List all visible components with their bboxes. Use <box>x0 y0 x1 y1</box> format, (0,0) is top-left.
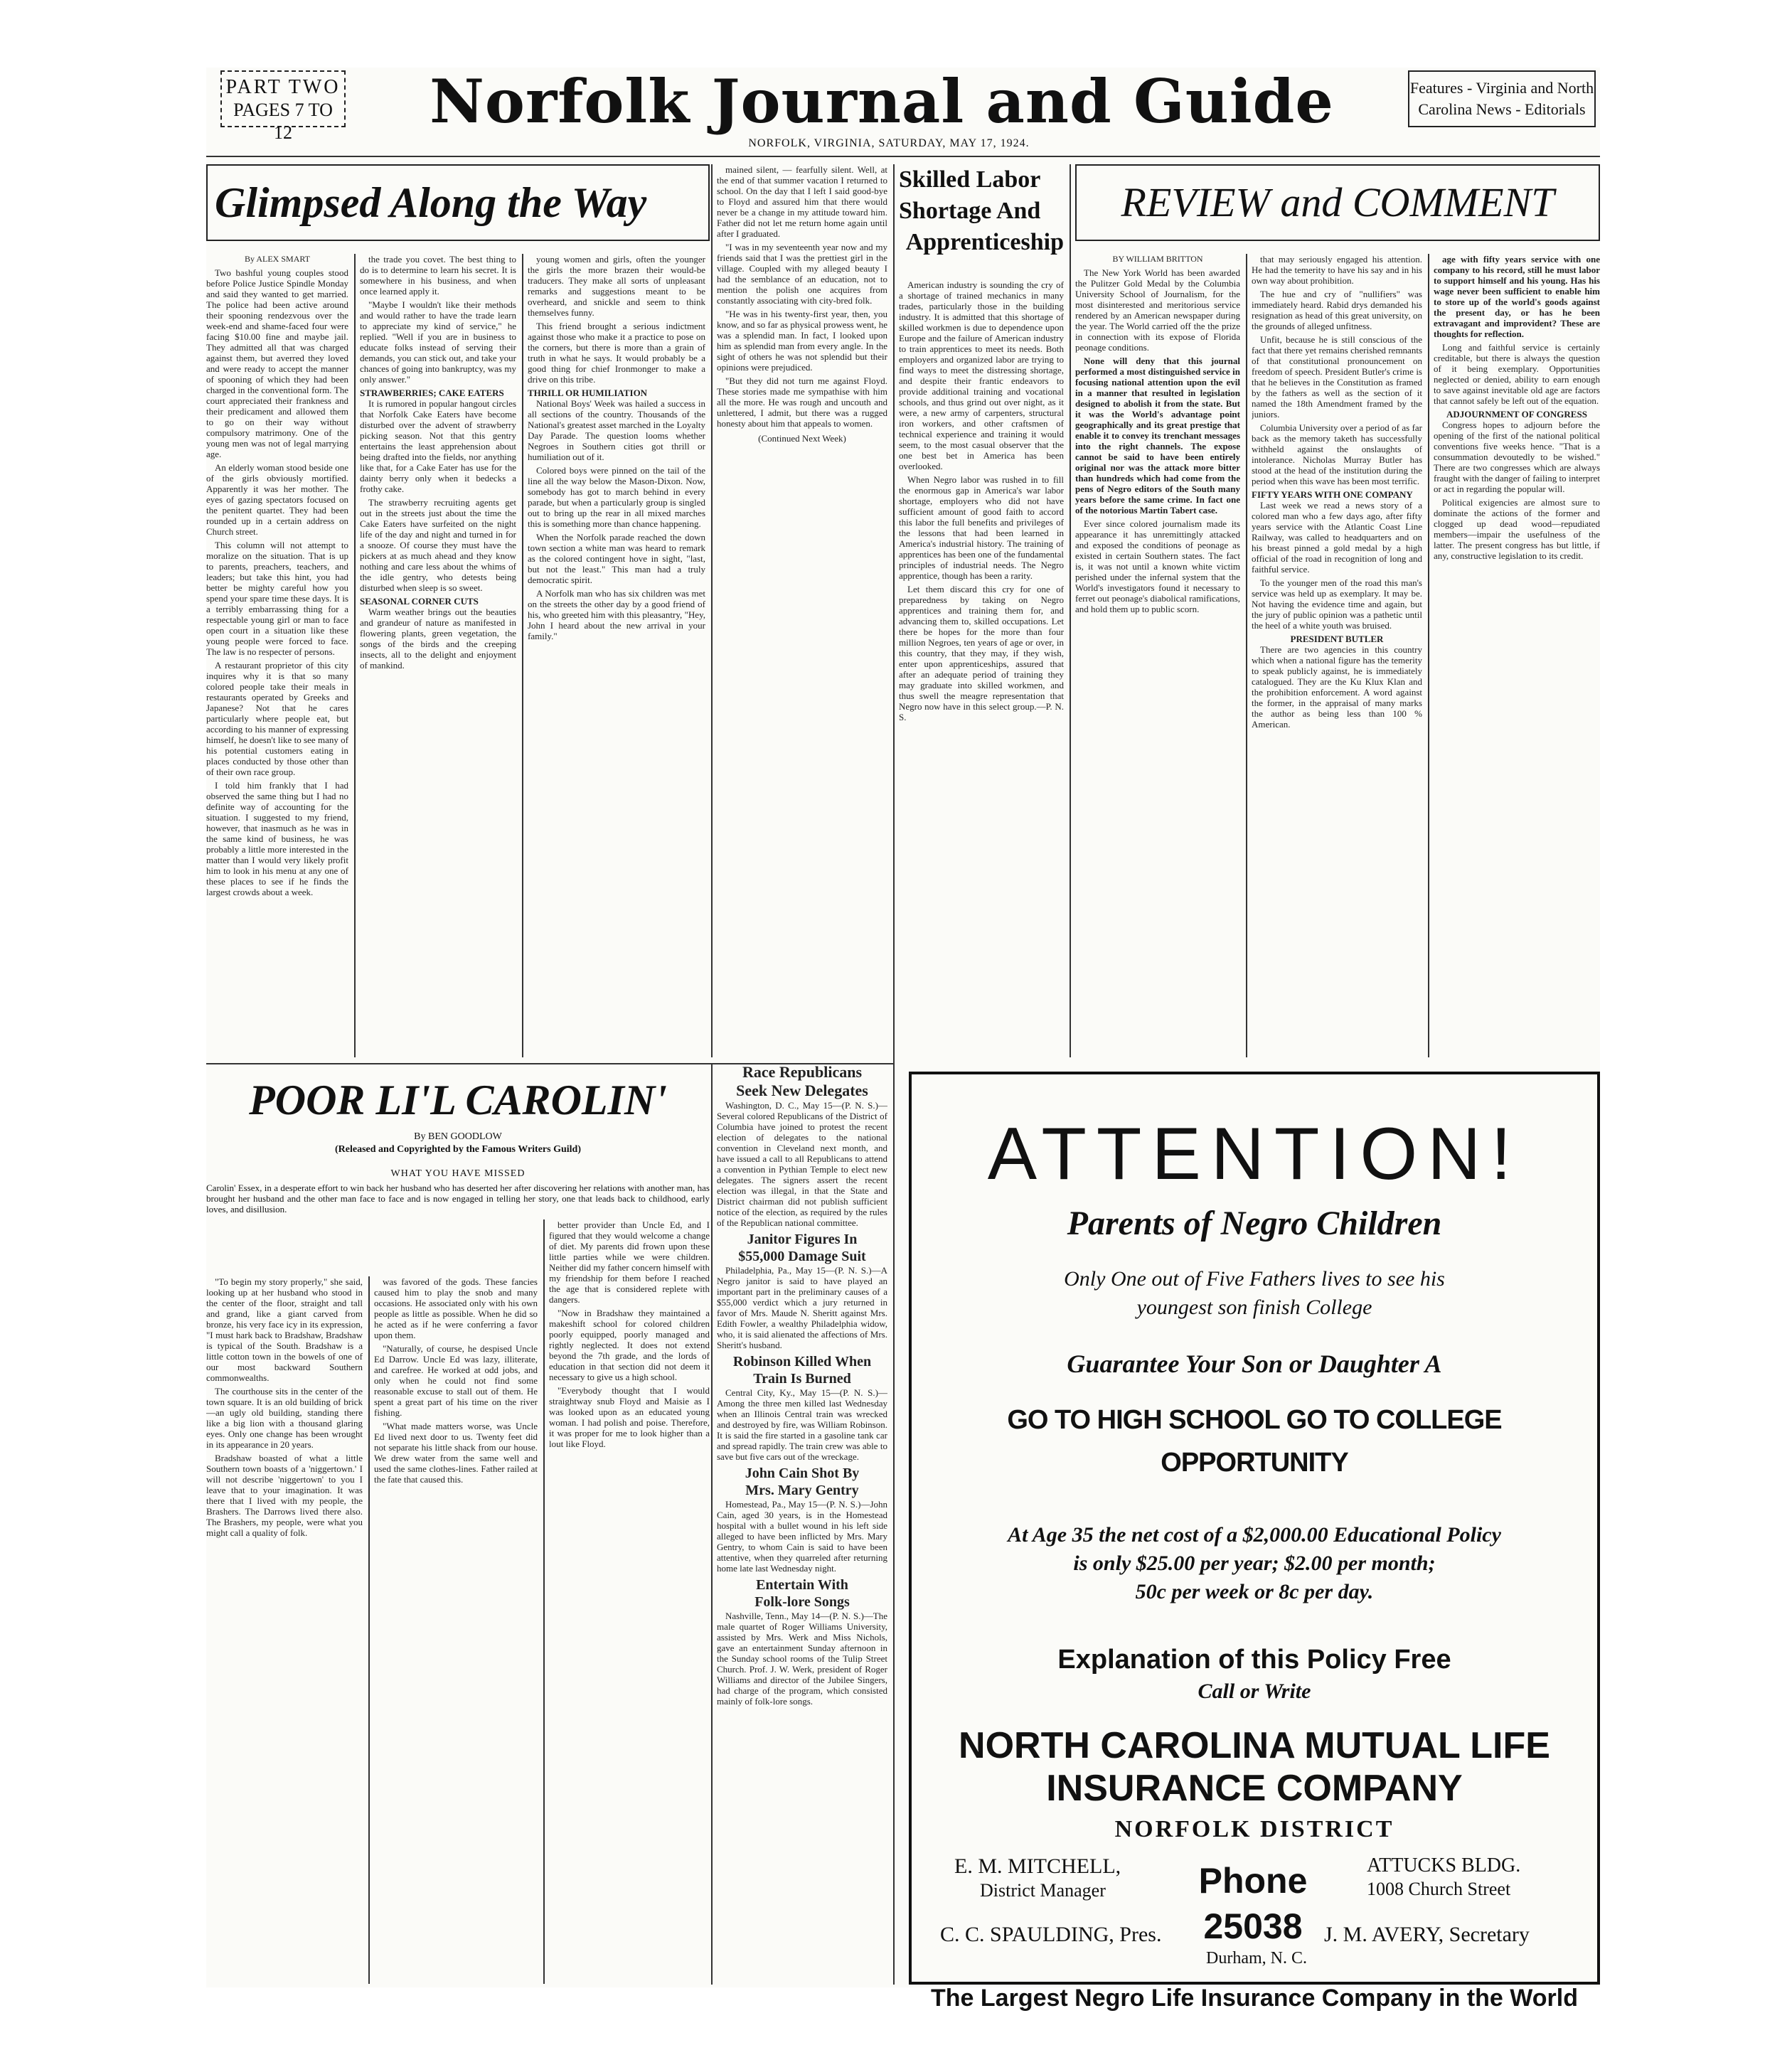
review-col-2: that may seriously engaged his attention. He had the temerity to have his say and in his own way about prohibition. The hue and cry of "nullifiers" was immediately heard. Rabid drys demanded his resignation as head of this great university, on the grounds of alleged unfitness. Unfit, because he is still conscious of the fact that there yet remains cherished remnants of that constitutional pronouncement on freedom of speech. President Butler's crime is that he believes in the Constitution as framed by the fathers as well as the section of it named the 18th Amendment framed by the juniors. Columbia University over a period of as far back as the memory taketh has successfully withheld against the onslaughts of intolerance. Nicholas Murray Butler has stood at the head of the institution during the period when this wave has been most terrific. FIFTY YEARS WITH ONE COMPANY Last week we read a news story of a colored man who a few days ago, after fifty years service with the Atlantic Coast Line Railway, was called to headquarters and on his breast pinned a gold medal by a high official of the road in recognition of long and faithful service. To the younger men of the road this man's service was held up as exemplary. It may be. Not having the evidence time and again, but the jury of public opinion was a pathetic until the heel of a white youth was bruised. PRESIDENT BUTLER There are two agencies in this country which when a national figure has the temerity to speak publicly against, he is immediately catalogued. They are the Ku Klux Klan and the prohibition enforcement. A word against the former, in the appraisal of many marks the author as being less than 100 % American. <box>1252 254 1422 730</box>
glimpsed-col-3: young women and girls, often the younger the girls the more brazen their would-be traducers. They make all sorts of unpleasant remarks and suggestions meant to be overheard, and snickle and seem to think themselves funny. This friend brought a serious indictment against those who make it a practice to pose on the corners, but there is more than a grain of truth in what he says. It would probably be a good thing for chief Ironmonger to make a drive on this tribe. THRILL OR HUMILIATION National Boys' Week was hailed a success in all sections of the country. Thousands of the National's greatest asset marched in the Loyalty Day Parade. The question looms whether Negroes in Southern cities got thrill or humiliation out of it. Colored boys were pinned on the tail of the line all the way below the Mason-Dixon. Now, somebody has got to march behind in every parade, but when a particularly group is singled out to bring up the rear in all mixed marches this is something more than chance happening. When the Norfolk parade reached the down town section a white man was heard to remark as the colored contingent hove in sight, "last, but not the least." This man had a truly democratic spirit. A Norfolk man who has six children was met on the streets the other day by a good friend of his, who greeted him with this pleasantry, "Hey, John I heard about the new arrival in your family." <box>528 254 705 641</box>
pages-label: PAGES 7 TO 12 <box>233 100 333 143</box>
skilled-headline: Skilled Labor Shortage And Apprenticeship <box>899 166 1064 255</box>
dateline: NORFOLK, VIRGINIA, SATURDAY, MAY 17, 1924. <box>748 137 1030 149</box>
poor-col-3: better provider than Uncle Ed, and I figured that they would welcome a change of diet. My parents did frown upon these little parties while we were children. Neither did my father concern himself with my friendship for them before I reached the age that is considered replete with dangers. "Now in Bradshaw they maintained a makeshift school for colored children poorly equipped, poorly managed and rightly neglected. It does not extend beyond the 7th grade, and the lords of education in that section did not deem it necessary to give us a high school. "Everybody thought that I would straightway snub Floyd and Maisie as I was looked upon as an educated young woman. I had polish and poise. Therefore, it was proper for me to look higher than a lout like Floyd. <box>549 1219 710 1449</box>
poor-title: POOR LI'L CAROLIN' <box>249 1077 667 1123</box>
skilled-body: American industry is sounding the cry of a shortage of trained mechanics in many trades, particularly those in the building industry. It is admitted that this shortage of skilled workmen is due to dependence upon Europe and the failure of American industry to train apprentices to meet its needs. Both employers and organized labor are trying to find ways to meet the distressing shortage, and despite their frantic endeavors to provide additional training and vocational schools, and thus grind out over night, as it were, a new army of carpenters, structural iron workers, and other craftsmen of technical experience and training it would seem, to the most casual observer that the one best bet in America has been overlooked. When Negro labor was rushed in to fill the enormous gap in America's war labor shortage, employers who did not have sufficient amount of good faith to accord this labor the full benefits and privileges of the lessons that had been learned in America's industrial history. The training of apprentices has been one of the fundamental principles of industrial needs. The Negro apprentice, though has been a rarity. Let them discard this cry for one of preparedness by taking on Negro apprentices and training them for, and advancing them to, skilled occupations. Let there be hopes for the more than four million Negroes, ten years of age or over, in this country, that they may, if they wish, enter upon apprenticeships, assured that after an adequate period of training they may graduate into skilled workmen, and thus swell the meagre representation that Negro now have in this select group.—P. N. S. <box>899 279 1064 722</box>
review-title: REVIEW and COMMENT <box>1121 179 1554 225</box>
ad-officers-row: C. C. SPAULDING, Pres. J. M. AVERY, Secretary Durham, N. C. <box>940 1923 1530 1968</box>
newspaper-page <box>206 66 1600 2012</box>
review-headline-box <box>1075 164 1600 241</box>
poor-col-2: was favored of the gods. These fancies caused him to play the snob and many occasions. He associated only with his own people as little as possible. When he did so he acted as if he were conferring a favor upon them. "Naturally, of course, he despised Uncle Ed Darrow. Uncle Ed was lazy, illiterate, and carefree. He worked at odd jobs, and only when he could not find some reasonable excuse to stall out of them. He spent a great part of his time on the river fishing. "What made matters worse, was Uncle Ed lived next door to us. Twenty feet did not separate his little shack from our house. We drew water from the same well and used the same clothes-lines. Father railed at the fate that caused this. <box>374 1276 538 1485</box>
ad-contact-row: E. M. MITCHELL, District Manager Phone 25038 ATTUCKS BLDG. 1008 Church Street <box>954 1854 1521 1946</box>
glimpsed-col-1: By ALEX SMART Two bashful young couples stood before Police Justice Spindle Monday and said they wanted to get married. The police had been active around their spooning rendezvous over the week-end and shame-faced four were facing $10.00 fine and maybe jail. They admitted all that was charged against them, but averred they loved and were ready to accept the manner of spooning of which they had been charged in the conventional form. The court appreciated their frankness and their predicament and allowed them to go on their way without compulsory matrimony. One of the young men was not of legal marrying age. An elderly woman stood beside one of the girls obviously mortified. Apparently it was her mother. The eyes of gazing spectators focused on the penitent quartet. They had been rounded up in a certain address on Church street. This column will not attempt to moralize on the situation. That is up to parents, preachers, teachers, and leaders; but take this hint, you had better be mighty careful how you spend your spare time these days. It is a terribly embarrassing thing for a respectable young girl or man to face open court in a situation like these young people were forced to face. The law is no respecter of persons. A restaurant proprietor of this city inquires why it is that so many colored people take their meals in restaurants operated by Greeks and Japanese? Not that he cares particularly where people eat, but according to his manner of expressing himself, he doesn't like to see many of his potential customers eating in places conducted by those other than of their own race group. I told him frankly that I had observed the same thing but I had no definite way of accounting for the situation. I suggested to my friend, however, that inasmuch as he was in the same kind of business, he was probably a little more interested in the matter than I would very likely profit him to look in his menu at any one of these places to see if he finds the largest crowds about a week. <box>206 254 348 897</box>
review-col-3: age with fifty years service with one company to his record, still he must labor to support himself and his young. Has his wage never been sufficient to enable him to store up of the world's goods against the present day, or has he been extravagant and improvident? These are thoughts for reflection. Long and faithful service is certainly creditable, but there is always the question of it being exemplary. Opportunities neglected or denied, ability to earn enough to save against inevitable old age are factors that cannot safely be left out of the equation. ADJOURNMENT OF CONGRESS Congress hopes to adjourn before the opening of the first of the national political conventions five weeks hence. "That is a consummation devoutedly to be wished." There are two congresses which are always fraught with the danger of failing to interpret or act in regarding the popular will. Political exigencies are almost sure to dominate the actions of the former and clogged up dead wood—repudiated members—impair the usefulness of the latter. The present congress has but little, if any, constructive legislation to its credit. <box>1434 254 1600 561</box>
review-col-1: BY WILLIAM BRITTON The New York World has been awarded the Pulitzer Gold Medal by the Columbia University School of Journalism, for the most disinterested and meritorious service rendered by an American newspaper during the year. The World carried off the the prize in connection with its expose of Florida peonage conditions. None will deny that this journal performed a most distinguished service in focusing national attention upon the evil in a manner that resulted in legislation designed to abolish it from the state. But it was the World's advantage point geographically and its great prestige that enable it to convey its trenchant messages into the right channels. The expose cannot be said to have been entirely original nor was the attack more bitter than hundreds which had come from the pens of Negro editors of the South many years before the same crime. In fact one of the notorious Martin Tabert case. Ever since colored journalism made its appearance it has unremittingly attacked and exposed the conditions of peonage as existed in certain Southern states. The fact is, it was not until a known white victim perished under the infernal system that the World's investigators found it necessary to ferret out peonage's diabolical ramifications, and hold them up to public scorn. <box>1075 254 1240 614</box>
features-ear: Features - Virginia and North Carolina News - Editorials <box>1408 70 1596 127</box>
poor-col-1: "To begin my story properly," she said, looking up at her husband who stood in the center of the floor, straight and tall and grand, like a giant carved from bronze, his very face icy in its expression, "I must hark back to Bradshaw, Bradshaw is typical of the South. Bradshaw is a little cotton town in the bowels of one of our most backward Southern commonwealths. The courthouse sits in the center of the town square. It is an old building of brick—an ugly old building, standing there like a big lion with a thousand glaring eyes. Only one change has been wrought in its appearance in 20 years. Bradshaw boasted of what a little Southern town boasts of a 'niggertown.' I will not describe 'niggertown' to you I leave that to your imagination. It was there that I lived with my people, the Brashers. The Darrows lived there also. The Brashers, my people, were what you might call a quality of folk. <box>206 1276 363 1538</box>
poor-headline-box: POOR LI'L CAROLIN' By BEN GOODLOW (Released and Copyrighted by the Famous Writers Guild) WHAT YOU HAVE MISSED Carolin' Essex, in a desperate effort to win back her husband who has deserted her after discovering her relations with another man, has brought her husband and the other man face to face and is now engaged in telling her story, one that leads back to childhood, early loves, and disillusion. <box>206 1072 710 1214</box>
glimpsed-col-4: mained silent, — fearfully silent. Well, at the end of that summer vacation I returned to school. On the day that I left I said good-bye to Floyd and assured him that there would never be a change in my attitude toward him. Father did not let me return home again until after I graduated. "I was in my seventeenth year now and my friends said that I was the prettiest girl in the village. Coupled with my alleged beauty I had the semblance of an education, not to mention the polish one acquires from constantly associating with city-bred folk. "He was in his twenty-first year, then, you know, and so far as physical prowess went, he was a splendid man. In fact, I looked upon him as splendid man from every angle. In the sight of others he was not splendid but their opinions were prejudiced. "But they did not turn me against Floyd. These stories made me sympathise with him all the more. He was rough and uncouth and unlettered, I admit, but there was a rugged honesty about him that appeals to women. (Continued Next Week) <box>717 164 887 444</box>
news-briefs-col: Race Republicans Seek New Delegates Washington, D. C., May 15—(P. N. S.)—Several colored Republicans of the District of Columbia have joined to protest the recent election of delegates to the national convention in Cleveland next month, and have issued a call to all Republicans to attend a convention in Pythian Temple to elect new delegates. The signers assert the recent election was illegal, in that the State and District chairman did not publish sufficient notice of the election, as required by the rules of the Republican national committee. Janitor Figures In $55,000 Damage Suit Philadelphia, Pa., May 15—(P. N. S.)—A Negro janitor is said to have played an important part in the preliminary causes of a $55,000 verdict which a jury returned in favor of Mrs. Maude N. Sheritt against Mrs. Edith Fowler, a wealthy Philadelphia widow, who, it is said alienated the affections of Mrs. Sheritt's husband. Robinson Killed When Train Is Burned Central City, Ky., May 15—(P. N. S.)—Among the three men killed last Wednesday when an Illinois Central train was wrecked and destroyed by fire, was William Robinson. It is said the fire started in a gasoline tank car and spread rapidly. The train crew was able to save but five cars out of the wreckage. John Cain Shot By Mrs. Mary Gentry Homestead, Pa., May 15—(P. N. S.)—John Cain, aged 30 years, is in the Homestead hospital with a bullet wound in his left side alleged to have been inflicted by Mrs. Mary Gentry, to whom Cain is said to have been attentive, when they quarreled after returning home late last Wednesday night. Entertain With Folk-lore Songs Nashville, Tenn., May 14—(P. N. S.)—The male quartet of Roger Williams University, assisted by Mrs. Werk and Miss Nichols, gave an entertainment Sunday afternoon in the Sunday school rooms of the Tulip Street Church. Prof. J. W. Werk, president of Roger Williams and director of the Jubilee Singers, had charge of the program, which consisted mainly of folk-lore songs. <box>717 1063 887 1707</box>
newspaper-title: Norfolk Journal and Guide <box>430 66 1334 137</box>
glimpsed-headline-box <box>206 164 710 241</box>
part-two-ear <box>220 70 346 143</box>
part-label: PART TWO <box>225 76 341 98</box>
glimpsed-title: Glimpsed Along the Way <box>215 179 647 226</box>
insurance-advertisement: ATTENTION! Parents of Negro Children Only One out of Five Fathers lives to see his youngest son finish College Guarantee Your Son or Daughter A GO TO HIGH SCHOOL GO TO COLLEGE OPPORTUNITY At Age 35 the net cost of a $2,000.00 Educational Policy is only $25.00 per year; $2.00 per month; 50c per week or 8c per day. Explanation of this Policy Free Call or Write NORTH CAROLINA MUTUAL LIFE INSURANCE COMPANY NORFOLK DISTRICT E. M. MITCHELL, District Manager Phone 25038 ATTUCKS BLDG. 1008 Church Street C. C. SPAULDING, Pres. J. M. AVERY, Secretary Durham, N. C. The Largest Negro Life Insurance Company in the World <box>909 1072 1600 1985</box>
ad-headline: ATTENTION! <box>987 1113 1522 1195</box>
masthead-rule <box>206 156 1600 157</box>
glimpsed-col-2: the trade you covet. The best thing to do is to determine to learn his secret. It is somewhere in his business, and when once learned apply it. "Maybe I wouldn't like their methods and would rather to have the trade learn to appreciate my kind of service," he replied. "Well if you are in business to educate folks instead of serving their demands, you can stick out, and take your chances of going into bankruptcy, was my only answer." STRAWBERRIES; CAKE EATERS It is rumored in popular hangout circles that Norfolk Cake Eaters have become disturbed over the advent of strawberry picking season. Not that this gentry entertains the least apprehension about being drafted into the fields, nor anything like that, for a Cake Eater has use for the dainty berry only when it bedecks a frothy cake. The strawberry recruiting agents get out in the streets just about the time the Cake Eaters have surfeited on the night life of the day and night and turned in for a snooze. Of course they must have the pickers at as much ahead and they know nothing and care less about the whims of the idle gentry, who detests being disturbed when sleep is so sweet. SEASONAL CORNER CUTS Warm weather brings out the beauties and grandeur of nature as manifested in flowering plants, green vegetation, the songs of the birds and the creeping insects, all to the delight and enjoyment of mankind. <box>360 254 516 671</box>
